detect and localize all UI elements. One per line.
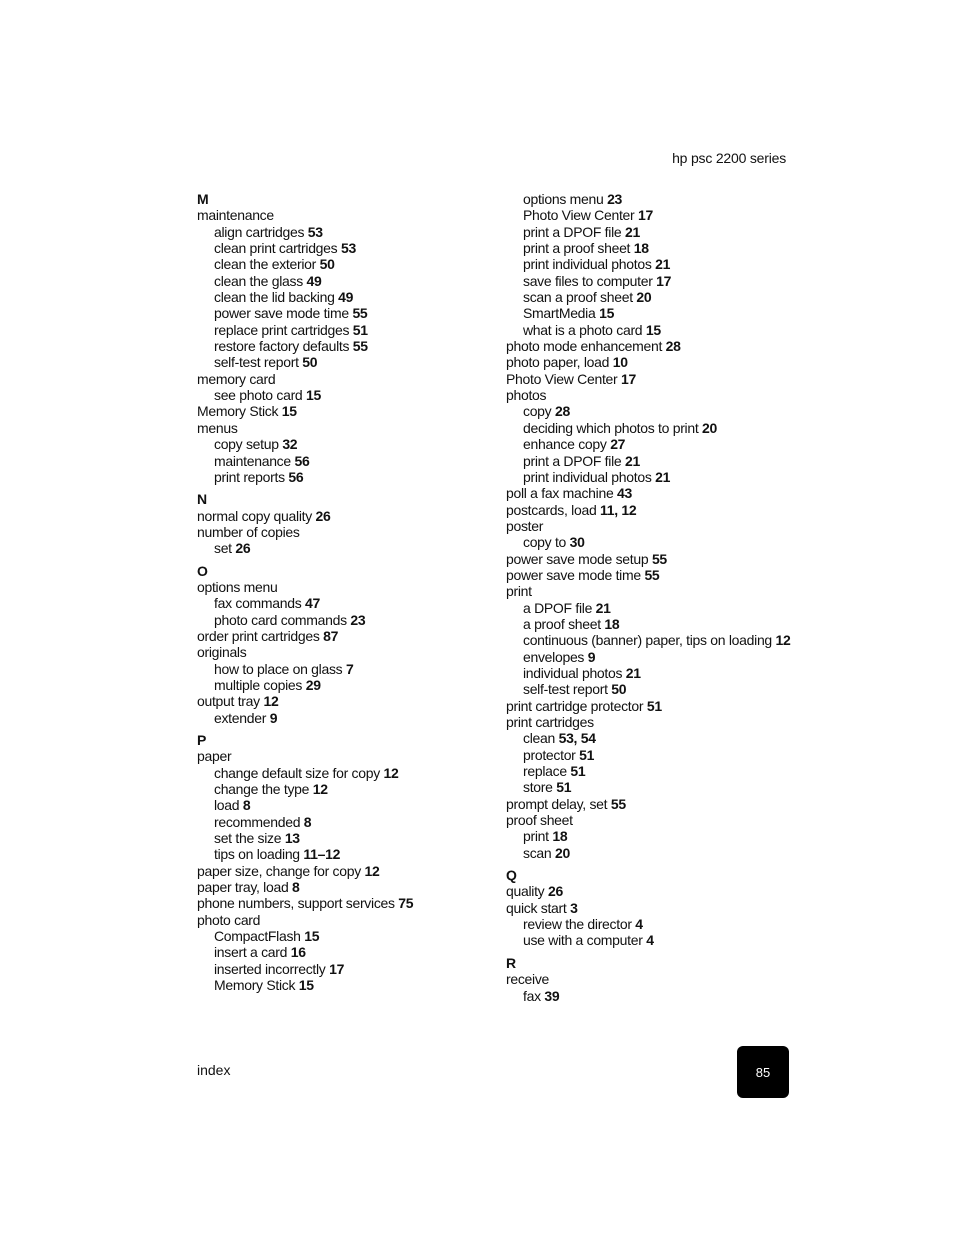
index-term: Memory Stick [214,977,296,994]
index-term: restore factory defaults [214,338,350,355]
index-subentry [506,403,806,419]
index-page-ref[interactable]: 15 [599,305,615,322]
index-term: align cartridges [214,223,305,240]
index-term: prompt delay, set [506,795,608,812]
index-subentry [197,612,497,628]
index-subentry [197,322,497,338]
index-page-ref[interactable]: 21 [655,468,671,485]
index-section-letter: R [506,954,516,971]
index-subentry [506,649,806,665]
index-entry [506,698,806,714]
index-subentry [197,595,497,611]
index-subentry [506,916,806,932]
index-term: how to place on glass [214,660,343,677]
index-subentry [197,814,497,830]
page-number: 85 [755,1064,771,1080]
index-term: print a DPOF file [523,223,622,240]
index-term: maintenance [197,207,274,224]
index-page-ref[interactable]: 51 [570,763,586,780]
index-page-ref[interactable]: 55 [352,338,368,355]
index-term: clean print cartridges [214,240,338,257]
index-entry [197,748,497,764]
index-page-ref[interactable]: 32 [282,436,298,453]
index-entry [197,524,497,540]
index-subentry [506,273,806,289]
index-page-ref[interactable]: 8 [303,813,312,830]
index-page-ref[interactable]: 51 [556,779,572,796]
index-page-ref[interactable]: 8 [292,879,300,896]
index-subentry [197,846,497,862]
index-term: photo card [197,911,261,928]
index-subentry [506,469,806,485]
index-entry [197,628,497,644]
index-column-right [506,191,806,1004]
index-page-ref[interactable]: 15 [645,321,661,338]
index-entry [506,371,806,387]
index-page-ref[interactable]: 43 [617,485,633,502]
index-term: poll a fax machine [506,485,614,502]
index-term: menus [197,419,238,436]
index-page-ref[interactable]: 23 [350,611,366,628]
index-page-ref[interactable]: 13 [284,830,300,847]
index-page-ref[interactable]: 51 [352,321,368,338]
index-term: number of copies [197,523,300,540]
index-subentry [506,207,806,223]
index-subentry [506,534,806,550]
index-page-ref[interactable]: 23 [607,191,623,207]
index-page-ref[interactable]: 3 [570,899,578,916]
index-term: power save mode time [506,566,641,583]
index-page-ref[interactable]: 17 [620,370,636,387]
index-column-left [197,191,497,994]
index-page-ref[interactable]: 17 [656,272,672,289]
index-page-ref[interactable]: 16 [290,944,306,961]
index-term: envelopes [523,648,585,665]
index-term: print reports [214,468,285,485]
index-term: copy to [523,534,567,551]
index-term: use with a computer [523,932,643,949]
index-page-ref[interactable]: 53 [307,223,323,240]
index-term: poster [506,517,544,534]
index-page-ref[interactable]: 9 [269,709,278,726]
index-subentry [197,961,497,977]
index-term: quality [506,883,545,900]
index-term: set [214,540,232,557]
index-subentry [197,305,497,321]
index-subentry [197,710,497,726]
index-section-letter: M [197,191,209,207]
index-page-ref[interactable]: 29 [305,676,321,693]
index-page-ref[interactable]: 53 [340,240,356,257]
index-page-ref[interactable]: 87 [323,627,339,644]
index-entry [197,420,497,436]
index-subentry [506,289,806,305]
index-page-ref[interactable]: 20 [636,289,652,306]
index-term: inserted incorrectly [214,960,326,977]
index-term: extender [214,709,267,726]
index-page-ref[interactable]: 20 [702,419,718,436]
index-entry [506,551,806,567]
index-term: set the size [214,830,282,847]
index-term: originals [197,644,247,661]
index-entry [506,502,806,518]
index-term: proof sheet [506,812,573,829]
index-term: a proof sheet [523,615,601,632]
index-page-ref[interactable]: 18 [604,615,620,632]
index-term: save files to computer [523,272,653,289]
index-page-ref[interactable]: 21 [624,452,640,469]
index-page-ref[interactable]: 7 [345,660,354,677]
index-page-ref[interactable]: 26 [315,507,331,524]
index-subentry [197,273,497,289]
index-term: deciding which photos to print [523,419,699,436]
index-term: see photo card [214,387,303,404]
index-entry [506,812,806,828]
index-term: normal copy quality [197,507,312,524]
index-term: multiple copies [214,676,303,693]
index-term: clean the lid backing [214,289,335,306]
index-entry [197,863,497,879]
index-page-ref[interactable]: 17 [637,207,653,224]
index-term: print a DPOF file [523,452,622,469]
index-subentry [197,387,497,403]
index-page-ref[interactable]: 11–12 [303,846,341,863]
index-page-ref[interactable]: 11, 12 [600,501,637,518]
index-section-letter: O [197,562,208,579]
index-entry [197,879,497,895]
index-term: enhance copy [523,436,607,453]
index-term: paper tray, load [197,879,289,896]
index-subentry [197,677,497,693]
page-number-badge [737,1046,789,1098]
index-subentry [506,191,806,207]
index-page-ref[interactable]: 21 [624,223,640,240]
index-subentry [197,765,497,781]
index-section-letter: P [197,732,207,748]
index-page-ref[interactable]: 28 [554,403,570,420]
index-subentry [197,977,497,993]
index-entry [506,714,806,730]
index-term: copy setup [214,436,279,453]
index-term: copy [523,403,552,420]
index-subentry [506,305,806,321]
index-page-ref[interactable]: 21 [625,664,641,681]
index-subentry [197,256,497,272]
index-subentry [197,289,497,305]
index-page-ref[interactable]: 50 [302,354,318,371]
index-term: a DPOF file [523,599,593,616]
index-page-ref[interactable]: 18 [552,828,568,845]
index-term: what is a photo card [523,321,643,338]
index-term: replace print cartridges [214,321,350,338]
index-term: paper [197,748,232,765]
index-section-letter: Q [506,867,517,884]
index-term: photos [506,387,547,404]
index-term: clean [523,730,555,747]
index-subentry [506,224,806,240]
index-page-ref[interactable]: 10 [612,354,628,371]
index-entry [197,895,497,911]
index-term: replace [523,763,567,780]
index-subentry [197,781,497,797]
index-page-ref[interactable]: 9 [587,648,596,665]
index-page-ref[interactable]: 8 [242,797,251,814]
index-term: SmartMedia [523,305,596,322]
index-term: change the type [214,781,310,798]
index-page-ref[interactable]: 21 [595,599,611,616]
index-subentry [506,730,806,746]
index-term: load [214,797,240,814]
index-subentry [197,540,497,556]
index-term: self-test report [214,354,299,371]
index-term: continuous (banner) paper, tips on loading [523,632,772,649]
index-page-ref[interactable]: 47 [305,595,321,612]
index-term: output tray [197,693,260,710]
index-subentry [197,661,497,677]
index-term: store [523,779,553,796]
index-page-ref[interactable]: 55 [610,795,626,812]
index-page-ref[interactable]: 12 [364,862,380,879]
index-term: photo card commands [214,611,347,628]
index-term: power save mode setup [506,550,649,567]
index-page-ref[interactable]: 51 [646,697,662,714]
index-subentry [197,469,497,485]
index-page-ref[interactable]: 15 [306,387,321,404]
index-term: Photo View Center [523,207,635,224]
index-subentry [506,632,806,648]
index-term: print individual photos [523,256,652,273]
index-term: scan [523,844,552,861]
index-term: review the director [523,916,632,933]
index-term: CompactFlash [214,928,301,945]
index-subentry [197,797,497,813]
index-page-ref[interactable]: 27 [610,436,626,453]
index-term: tips on loading [214,846,300,863]
index-subentry [506,681,806,697]
index-subentry [506,616,806,632]
index-term: self-test report [523,681,608,698]
index-term: paper size, change for copy [197,862,361,879]
index-subentry [506,322,806,338]
index-subentry [506,256,806,272]
index-page-ref[interactable]: 15 [304,928,320,945]
index-subentry [197,338,497,354]
index-term: fax commands [214,595,302,612]
index-term: Photo View Center [506,370,618,387]
index-subentry [197,453,497,469]
index-subentry [506,600,806,616]
index-subentry [506,932,806,948]
index-page-ref[interactable]: 55 [651,550,667,567]
index-page-ref[interactable]: 51 [579,746,595,763]
index-term: clean the glass [214,272,303,289]
index-term: print individual photos [523,468,652,485]
index-page-ref[interactable]: 21 [655,256,671,273]
index-term: insert a card [214,944,288,961]
index-page-ref[interactable]: 55 [352,305,368,322]
index-page-ref[interactable]: 56 [294,452,310,469]
index-page-ref[interactable]: 18 [633,240,649,257]
index-term: maintenance [214,452,291,469]
index-subentry [197,944,497,960]
index-subentry [506,763,806,779]
index-page-ref[interactable]: 39 [544,987,560,1004]
index-entry [506,567,806,583]
index-page-ref[interactable]: 49 [338,289,354,306]
index-entry [506,354,806,370]
index-subentry [197,224,497,240]
index-term: postcards, load [506,501,597,518]
index-term: options menu [523,191,604,207]
index-entry [506,971,806,987]
index-page-ref[interactable]: 4 [635,916,643,933]
index-entry [197,371,497,387]
index-term: quick start [506,899,567,916]
index-term: Memory Stick [197,403,279,420]
index-page-ref[interactable]: 12 [383,764,399,781]
index-page-ref[interactable]: 15 [281,403,297,420]
index-subentry [506,240,806,256]
index-term: change default size for copy [214,764,380,781]
index-term: print cartridges [506,714,594,730]
index-subentry [197,830,497,846]
index-term: print cartridge protector [506,697,644,714]
index-term: memory card [197,370,276,387]
index-entry [506,387,806,403]
index-entry [197,508,497,524]
index-subentry [506,845,806,861]
index-subentry [506,665,806,681]
index-term: scan a proof sheet [523,289,633,306]
index-page-ref[interactable]: 56 [288,468,304,485]
index-page-ref[interactable]: 12 [263,693,279,710]
index-subentry [197,928,497,944]
index-subentry [197,436,497,452]
index-page-ref[interactable]: 12 [775,632,791,649]
index-subentry [506,828,806,844]
index-page-ref[interactable]: 26 [547,883,563,900]
index-subentry [506,988,806,1004]
index-page-ref[interactable]: 49 [306,272,322,289]
index-subentry [506,747,806,763]
index-term: print a proof sheet [523,240,631,257]
index-page-ref[interactable]: 55 [644,566,660,583]
index-page-ref[interactable]: 50 [611,681,627,698]
index-term: phone numbers, support services [197,895,395,912]
index-entry [197,207,497,223]
index-entry [197,403,497,419]
footer-section-label: index [197,1062,231,1078]
index-subentry [506,453,806,469]
index-term: order print cartridges [197,627,320,644]
index-entry [506,485,806,501]
index-term: print [523,828,549,845]
index-subentry [197,354,497,370]
index-entry [197,693,497,709]
index-entry [506,796,806,812]
index-entry [506,900,806,916]
index-page-ref[interactable]: 53, 54 [558,730,596,747]
index-entry [197,644,497,660]
index-subentry [506,779,806,795]
index-page-ref[interactable]: 30 [569,534,585,551]
index-entry [506,518,806,534]
index-page-ref[interactable]: 17 [329,960,345,977]
index-subentry [197,240,497,256]
index-term: receive [506,971,550,988]
index-term: individual photos [523,664,623,681]
running-header: hp psc 2200 series [672,150,786,166]
index-page-ref[interactable]: 26 [235,540,251,557]
index-page-ref[interactable]: 15 [298,977,314,994]
index-page-ref[interactable]: 4 [646,932,654,949]
index-section-letter: N [197,491,207,508]
index-term: fax [523,987,541,1004]
index-entry [197,579,497,595]
index-term: power save mode time [214,305,349,322]
index-term: options menu [197,578,278,595]
index-subentry [506,436,806,452]
index-entry [506,583,806,599]
index-subentry [506,420,806,436]
index-entry [506,338,806,354]
index-page-ref[interactable]: 12 [312,781,328,798]
index-term: photo paper, load [506,354,610,371]
index-page-ref[interactable]: 75 [398,895,414,912]
index-term: photo mode enhancement [506,338,663,355]
index-entry [197,912,497,928]
index-entry [506,883,806,899]
index-page-ref[interactable]: 50 [319,256,335,273]
index-term: recommended [214,813,301,830]
index-term: print [506,583,532,600]
index-term: clean the exterior [214,256,316,273]
index-term: protector [523,746,576,763]
index-page-ref[interactable]: 20 [554,844,570,861]
index-page-ref[interactable]: 28 [665,338,681,355]
